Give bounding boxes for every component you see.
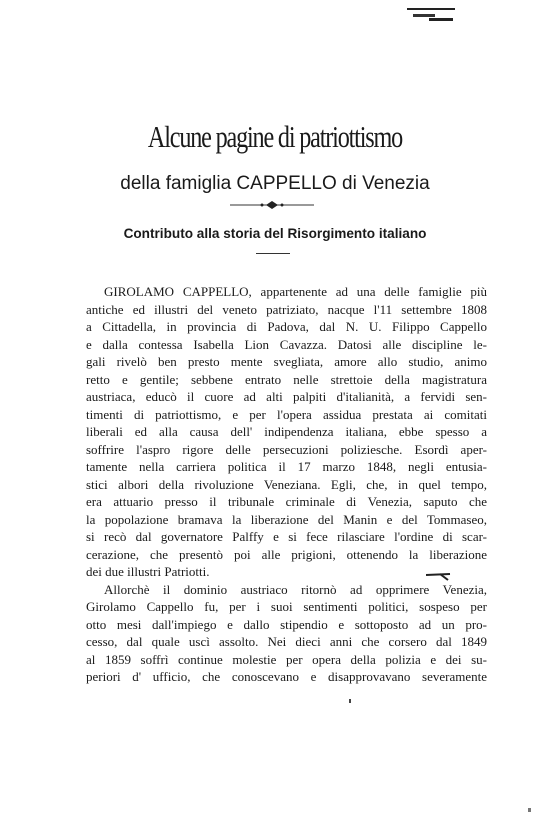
page-subtitle: della famiglia CAPPELLO di Venezia — [120, 173, 430, 194]
body-line: otto mesi dall'impiego e dallo stipendio e sottoposto ad un pro- — [86, 616, 487, 632]
body-line: timenti di patriottismo, e per l'opera assidua prestata ai comitati — [86, 406, 487, 422]
page-title: Alcune pagine di patriottismo — [147, 119, 403, 154]
body-line: gali rivelò ben presto mente svegliata, amore allo studio, animo — [86, 354, 487, 369]
body-line: stici albori della rivoluzione Veneziana. Egli, che, in quel tempo, — [86, 476, 487, 492]
ornament-divider — [230, 200, 314, 210]
stray-mark — [349, 699, 351, 703]
body-line: Allorchè il dominio austriaco ritornò ad opprimere Venezia, — [104, 581, 487, 597]
handwritten-mark — [426, 571, 452, 581]
body-line: al 1859 soffrì continue molestie per opera della polizia e dei su- — [86, 651, 487, 667]
body-line: soffrire l'aspro rigore delle persecuzioni poliziesche. Esordì aper- — [86, 441, 487, 457]
body-line: GIROLAMO CAPPELLO, appartenente ad una delle famiglie più — [104, 284, 487, 299]
article-body — [86, 283, 487, 686]
body-line: antiche ed illustri del veneto patriziato, nacque l'11 settembre 1808 — [86, 301, 487, 317]
body-line: Girolamo Cappello fu, per i suoi sentimenti politici, sospeso per — [86, 599, 487, 614]
body-line: retto e gentile; sebbene entrato nelle strettoie della magistratura — [86, 371, 487, 387]
section-heading: Contributo alla storia del Risorgimento italiano — [123, 226, 427, 241]
body-line: e dalla contessa Isabella Lion Cavazza. Datosi alle discipline le- — [86, 336, 487, 352]
body-line: tamente nella carriera politica il 17 marzo 1848, negli entusia- — [86, 459, 487, 474]
body-line: periori d' ufficio, che conoscevano e disapprovavano severamente — [86, 669, 487, 684]
body-line: cesso, dal quale uscì assolto. Nei dieci anni che corsero dal 1849 — [86, 634, 487, 649]
body-line: a Cittadella, in provincia di Padova, dal N. U. Filippo Cappello — [86, 319, 487, 334]
decorative-corner-mark — [405, 8, 459, 22]
body-line: liberali ed alla causa dell' indipendenza italiana, ebbe spesso a — [86, 424, 487, 439]
body-line: si recò dal governatore Palffy e si fece rilasciare l'ordine di scar- — [86, 529, 487, 544]
body-line: austriaca, educò il cuore ad alti palpiti d'italianità, a fervidi sen- — [86, 389, 487, 404]
heading-underline — [256, 253, 290, 254]
body-line: era attuario presso il tribunale criminale di Venezia, saputo che — [86, 494, 487, 509]
stray-mark — [528, 808, 531, 812]
body-line: cerazione, che presentò poi alle prigioni, ottenendo la liberazione — [86, 546, 487, 562]
body-line: la popolazione bramava la liberazione del Manin e del Tommaseo, — [86, 511, 487, 527]
body-line: dei due illustri Patriotti. — [86, 564, 210, 579]
